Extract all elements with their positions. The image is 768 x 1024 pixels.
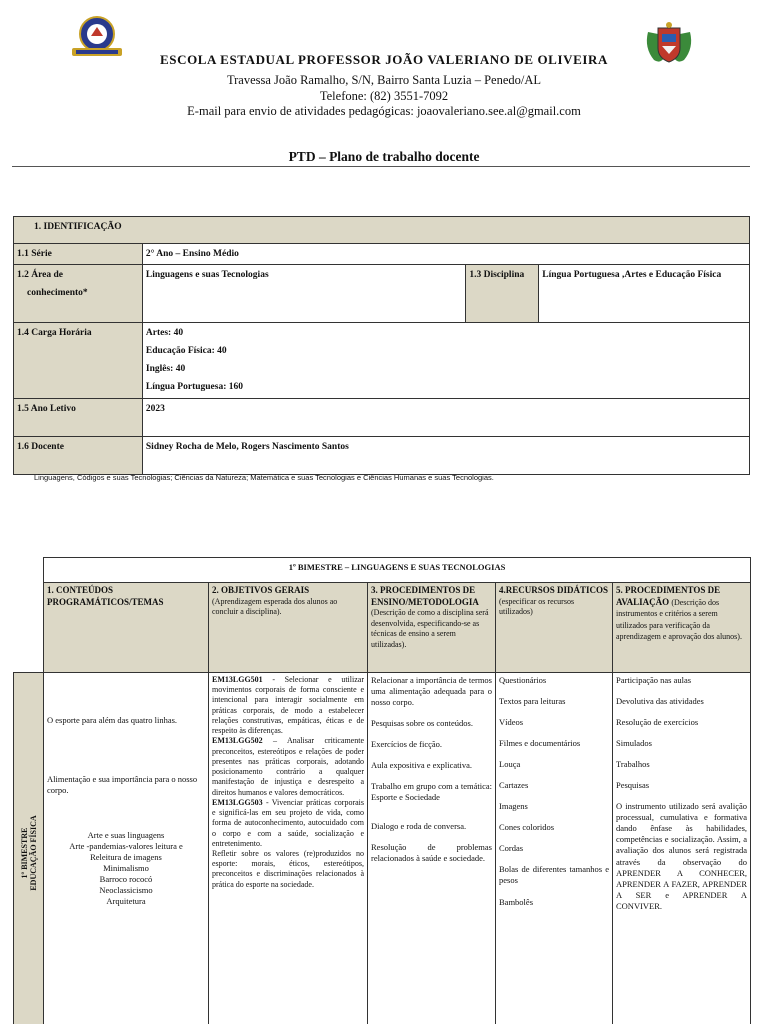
school-email: E-mail para envio de atividades pedagógicas: joaovaleriano.see.al@gmail.com	[187, 104, 581, 118]
header-objetivos	[209, 583, 368, 673]
procedimento-2: Pesquisas sobre os conteúdos.	[371, 718, 473, 729]
header-recursos-title: 4.RECURSOS DIDÁTICOS	[499, 585, 609, 595]
conteudo-item-2: Alimentação e sua importância para o nosso corpo.	[47, 774, 198, 796]
conteudo-arte-1: Arte e suas linguagens	[87, 830, 165, 841]
conteudo-arte-2: Arte -pandemias-valores leitura e	[69, 841, 183, 852]
avaliacao-1: Participação nas aulas	[616, 675, 692, 685]
area-label-line1: 1.2 Área de	[17, 270, 63, 281]
side-label-disciplina: EDUCAÇÃO FÍSICA	[28, 814, 38, 891]
recurso-2: Textos para leituras	[499, 696, 566, 707]
carga-label: 1.4 Carga Horária	[14, 323, 143, 399]
conteudo-arte-3: Releitura de imagens	[90, 852, 162, 863]
procedimento-1: Relacionar a importância de termos uma alimentação adequada para o nosso corpo.	[371, 675, 492, 708]
bimestre-title: 1º BIMESTRE – LINGUAGENS E SUAS TECNOLOGIAS	[44, 558, 751, 583]
recursos-cell	[496, 673, 613, 1024]
objetivo-4	[212, 849, 364, 890]
conteudo-arte-4: Minimalismo	[103, 863, 149, 874]
carga-values	[142, 323, 749, 399]
conteudos-cell	[44, 673, 209, 1024]
avaliacao-3: Resolução de exercícios	[616, 717, 699, 728]
title-divider	[12, 166, 750, 167]
school-address: Travessa João Ramalho, S/N, Bairro Santa Luzia – Penedo/AL	[226, 73, 542, 87]
ano-value: 2023	[142, 399, 749, 437]
school-name: ESCOLA ESTADUAL PROFESSOR JOÃO VALERIANO DE OLIVEIRA	[159, 52, 609, 67]
area-value: Linguagens e suas Tecnologias	[142, 265, 465, 323]
side-label	[19, 815, 37, 890]
header-procedimentos	[368, 583, 496, 673]
avaliacao-7: O instrumento utilizado será avalição processual, cumulativa e formativa dando ênfase às habilidades, competências e socialização. Assim, a avaliação dos alunos será registrada através da observação do APRENDER A CONHECER, APRENDER A FAZER, APRENDER A SER e APRENDER A CONVIVER.	[616, 801, 748, 911]
serie-label: 1.1 Série	[14, 244, 143, 265]
header-objetivos-sub: (Aprendizagem esperada dos alunos ao concluir a disciplina).	[212, 596, 338, 617]
conteudo-item-3	[47, 830, 205, 907]
procedimentos-cell	[368, 673, 496, 1024]
recurso-7: Imagens	[499, 801, 528, 812]
conteudo-arte-7: Arquitetura	[106, 896, 146, 907]
objetivo-3	[212, 798, 364, 849]
conteudo-item-1: O esporte para além das quatro linhas.	[47, 715, 178, 725]
identification-table	[13, 216, 750, 475]
objetivo-3-text: - Vivenciar práticas corporais e significá-las em seu projeto de vida, como forma de autoconhecimento, autocuidado com o corpo e com a saúde, socialização e entretenimento.	[212, 797, 364, 848]
side-label-cell	[14, 673, 44, 1024]
bimestre-table	[13, 557, 751, 1024]
school-phone: Telefone: (82) 3551-7092	[319, 89, 449, 103]
objetivos-cell	[209, 673, 368, 1024]
side-label-bimestre: 1º BIMESTRE	[19, 827, 29, 878]
objetivo-1-code: EM13LGG501	[212, 675, 263, 684]
procedimento-4: Aula expositiva e explicativa.	[371, 760, 473, 771]
area-label	[14, 265, 143, 323]
recurso-4: Filmes e documentários	[499, 738, 581, 749]
procedimento-7: Resolução de problemas relacionados à saúde e sociedade.	[371, 842, 492, 864]
recurso-3: Vídeos	[499, 717, 524, 728]
header-conteudos-title: 1. CONTEÚDOS PROGRAMÁTICOS/TEMAS	[47, 585, 164, 607]
recurso-11: Bambolês	[499, 896, 533, 907]
docente-value: Sidney Rocha de Melo, Rogers Nascimento Santos	[142, 437, 749, 475]
avaliacao-4: Simulados	[616, 738, 652, 749]
conteudo-arte-5: Barroco rococó	[99, 874, 153, 885]
page-title: PTD – Plano de trabalho docente	[288, 149, 480, 164]
header-procedimentos-sub: (Descrição de como a disciplina será desenvolvida, especificando-se as técnicas de ensino a serem utilizadas).	[371, 608, 489, 649]
carga-ingles: Inglês: 40	[145, 364, 186, 375]
avaliacao-6: Pesquisas	[616, 780, 650, 791]
header-conteudos	[44, 583, 209, 673]
procedimento-3: Exercícios de ficção.	[371, 739, 443, 750]
header-recursos-sub: (especificar os recursos utilizados)	[499, 596, 575, 617]
recurso-8: Cones coloridos	[499, 822, 555, 833]
objetivo-2-text: – Analisar criticamente preconceitos, estereótipos e relações de poder presentes nas práticas corporais, adotando posicionamento contrário a qualquer manifestação de injustiça e desrespeito a direitos humanos e valores democráticos.	[212, 736, 364, 797]
objetivo-3-code: EM13LGG503	[212, 797, 263, 807]
carga-educacao-fisica: Educação Física: 40	[145, 346, 227, 357]
avaliacao-cell	[613, 673, 751, 1024]
header-objetivos-title: 2. OBJETIVOS GERAIS	[212, 585, 310, 595]
serie-value: 2° Ano – Ensino Médio	[142, 244, 749, 265]
footnote: Linguagens, Códigos e suas Tecnologias; Ciências da Natureza; Matemática e suas Tecnologias e Ciências Humanas e suas Tecnologias.	[34, 473, 494, 482]
avaliacao-5: Trabalhos	[616, 759, 650, 770]
header-avaliacao	[613, 583, 751, 673]
procedimento-5: Trabalho em grupo com a temática: Esporte e Sociedade	[371, 781, 492, 803]
docente-label: 1.6 Docente	[14, 437, 143, 475]
disciplina-value: Língua Portuguesa ,Artes e Educação Física	[539, 265, 750, 323]
header-avaliacao-sub: (Descrição dos instrumentos e critérios a serem utilizados para verificação da aprendizagem e aprovação dos alunos).	[616, 597, 742, 642]
avaliacao-2: Devolutiva das atividades	[616, 696, 704, 707]
recurso-6: Cartazes	[499, 780, 529, 791]
recurso-1: Questionários	[499, 675, 547, 685]
conteudo-arte-6: Neoclassicismo	[99, 885, 153, 896]
objetivo-2	[212, 736, 364, 797]
objetivo-4-text: Refletir sobre os valores (re)produzidos no esporte: morais, éticos, estereótipos, preconceitos e discriminações relacionados à prática do esporte na sociedade.	[212, 848, 364, 889]
carga-artes: Artes: 40	[145, 328, 184, 339]
area-label-line2: conhecimento*	[27, 288, 88, 299]
identification-heading: 1. IDENTIFICAÇÃO	[14, 217, 750, 244]
disciplina-label: 1.3 Disciplina	[466, 265, 539, 323]
procedimento-6: Dialogo e roda de conversa.	[371, 821, 467, 832]
header-recursos	[496, 583, 613, 673]
recurso-9: Cordas	[499, 843, 524, 854]
objetivo-1-text: - Selecionar e utilizar movimentos corporais de forma consciente e intencional para interagir socialmente em práticas corporais, de modo a estabelecer relações construtivas, empáticas, éticas e de respeito às diferenças.	[212, 675, 364, 736]
objetivo-2-code: EM13LGG502	[212, 736, 263, 746]
header-avaliacao-title: 5. PROCEDIMENTOS DE AVALIAÇÃO	[616, 585, 721, 607]
objetivo-1	[212, 675, 364, 736]
carga-lingua-portuguesa: Língua Portuguesa: 160	[145, 382, 244, 393]
recurso-5: Louça	[499, 759, 521, 770]
ano-label: 1.5 Ano Letivo	[14, 399, 143, 437]
recurso-10: Bolas de diferentes tamanhos e pesos	[499, 864, 609, 886]
header-procedimentos-title: 3. PROCEDIMENTOS DE ENSINO/METODOLOGIA	[371, 585, 479, 607]
